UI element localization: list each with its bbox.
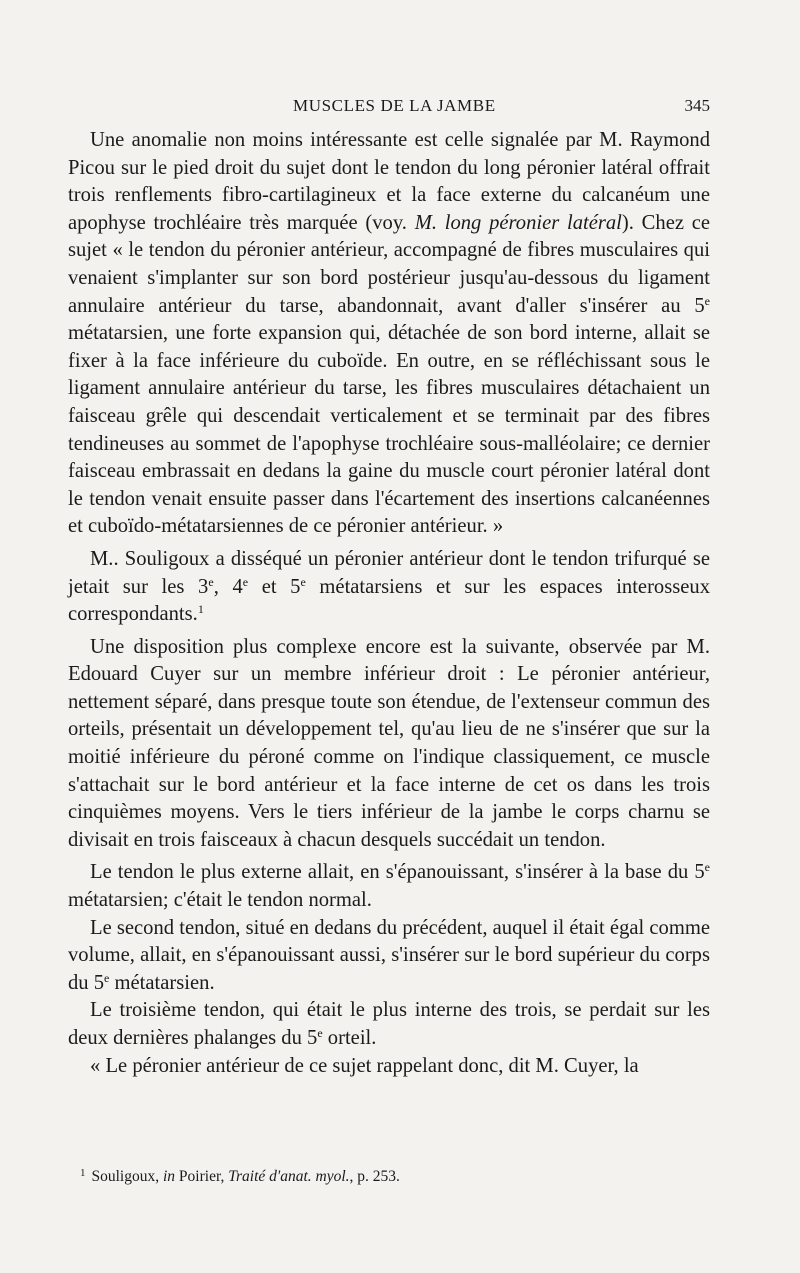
superscript: e <box>317 1026 323 1040</box>
text-run: orteil. <box>322 1027 377 1049</box>
paragraph <box>68 1053 710 1081</box>
text-run: M.. Souligoux a disséqué un péronier antérieur dont le tendon trifurqué se jetait sur les 3 <box>68 547 710 598</box>
body-text <box>68 127 710 1080</box>
text-run: , 4 <box>213 575 243 598</box>
text-run: Une disposition plus complexe encore est la suivante, observée par M. Edouard Cuyer sur un membre inférieur droit : Le péronier antérieur, nettement séparé, dans presque toute son étendue, de l'extenseur commun des orteils, présentait un développement tel, qu'au lieu de ne s'insérer que sur la moitié inférieure du péroné comme on l'indique classiquement, ce muscle s'attachait sur le bord antérieur et la face interne de cet os dans les trois cinquièmes moyens. Vers le tiers inférieur de la jambe le corps charnu se divisait en trois faisceaux à chacun desquels succédait un tendon. <box>68 635 710 851</box>
superscript: e <box>300 574 306 589</box>
italic-text: in <box>162 1168 176 1185</box>
text-run: ). Chez ce sujet « le tendon du péronier antérieur, accompagné de fibres musculaires qui venaient s'implanter sur son bord postérieur jusqu'au-dessous du ligament annulaire antérieur du tarse, abandonnait, avant d'aller s'insérer au 5 <box>68 211 711 317</box>
text-run: Souligoux, <box>91 1168 163 1185</box>
text-run: Le tendon le plus externe allait, en s'épanouissant, s'insérer à la base du 5 <box>90 861 705 884</box>
footnote-mark: 1 <box>80 1167 86 1179</box>
paragraph <box>68 634 710 855</box>
superscript: e <box>208 574 214 589</box>
text-run: , p. 253. <box>349 1168 400 1185</box>
text-run: Le troisième tendon, qui était le plus interne des trois, se perdait sur les deux dernières phalanges du 5 <box>68 999 710 1049</box>
paragraph <box>68 127 710 541</box>
paragraph <box>68 915 710 998</box>
paragraph <box>68 859 710 914</box>
text-run: « Le péronier antérieur de ce sujet rappelant donc, dit M. Cuyer, la <box>90 1054 639 1077</box>
page-number: 345 <box>684 96 710 115</box>
text-run: et 5 <box>248 575 301 598</box>
text-run: métatarsiens et sur les espaces interosseux correspondants. <box>68 575 710 626</box>
superscript: e <box>242 574 249 589</box>
text-run: Poirier, <box>175 1168 229 1185</box>
paragraph <box>68 997 710 1052</box>
superscript: e <box>104 970 110 985</box>
footnote <box>80 1163 720 1187</box>
superscript: 1 <box>197 602 204 617</box>
text-run: Le second tendon, situé en dedans du précédent, auquel il était égal comme volume, allait, en s'épanouissant aussi, s'insérer sur le bord supérieur du corps du 5 <box>68 916 710 994</box>
text-run: métatarsien, une forte expansion qui, détachée de son bord interne, allait se fixer à la face inférieure du cuboïde. En outre, en se réfléchissant sous le ligament annulaire antérieur du tarse, les fibres musculaires détachaient un faisceau grêle qui descendait verticalement et se terminait par des fibres tendineuses au sommet de l'apophyse trochléaire sous-malléolaire; ce dernier faisceau embrassait en dedans la gaine du muscle court péronier latéral dont le tendon venait ensuite passer dans l'écartement des insertions calcanéennes et cuboïdo-métatarsiennes de ce péronier antérieur. » <box>68 322 710 538</box>
paragraph <box>68 546 710 629</box>
text-run: métatarsien; c'était le tendon normal. <box>68 889 372 912</box>
text-run: Une anomalie non moins intéressante est celle signalée par M. Raymond Picou sur le pied droit du sujet dont le tendon du long péronier latéral offrait trois renflements fibro-cartilagineux et la face externe du calcanéum une apophyse trochléaire très marquée (voy. <box>68 129 710 234</box>
footnote-text <box>92 1168 400 1185</box>
italic-text: Traité d'anat. myol. <box>228 1168 350 1185</box>
superscript: e <box>704 860 710 875</box>
italic-text: M. long péronier latéral <box>414 211 622 234</box>
page-header <box>0 96 800 120</box>
running-title: MUSCLES DE LA JAMBE <box>293 96 496 115</box>
text-run: métatarsien. <box>109 971 215 994</box>
superscript: e <box>704 293 710 308</box>
